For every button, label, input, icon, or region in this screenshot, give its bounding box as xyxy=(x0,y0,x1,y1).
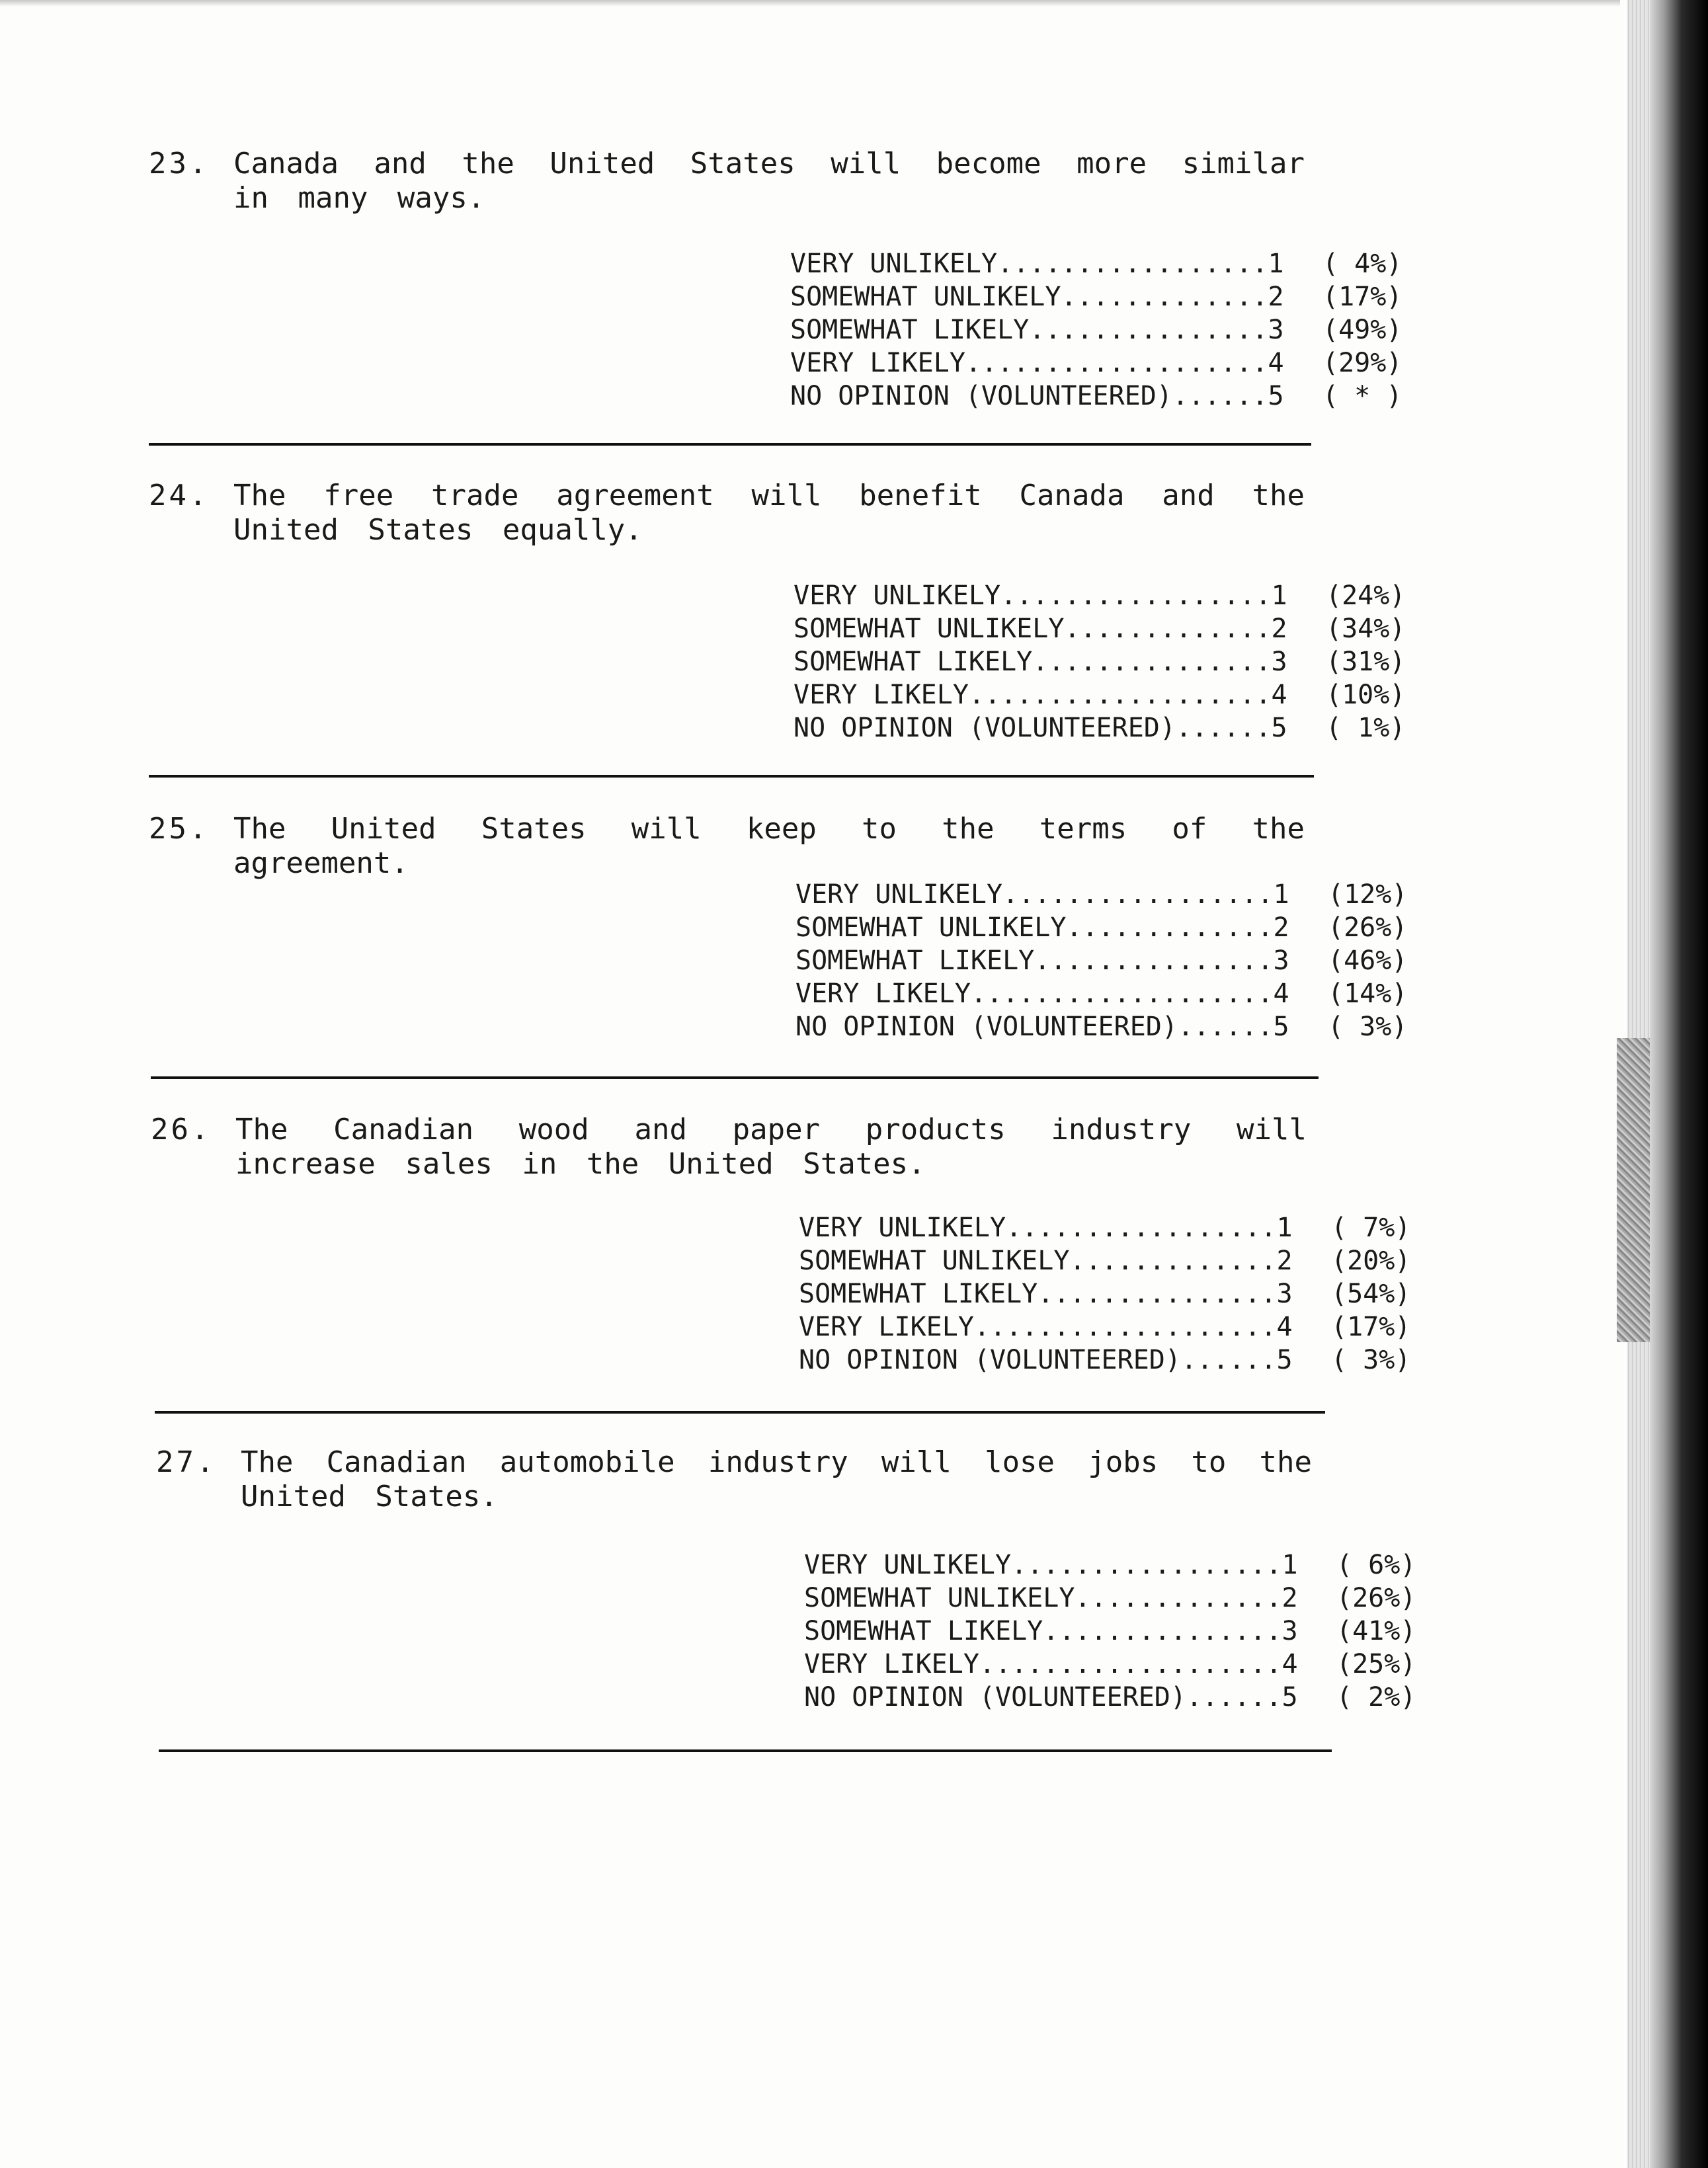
section-divider xyxy=(159,1749,1332,1752)
option-percent: (17%) xyxy=(1322,282,1403,312)
question-number: 25. xyxy=(149,812,210,846)
option-percent: ( 1%) xyxy=(1326,713,1406,743)
option-label: SOMEWHAT LIKELY...............3 xyxy=(799,1279,1293,1309)
option-label: SOMEWHAT UNLIKELY.............2 xyxy=(793,614,1287,644)
option-label: NO OPINION (VOLUNTEERED)......5 xyxy=(790,381,1284,411)
question-text: The free trade agreement will benefit Canada and the United States equally. xyxy=(233,479,1305,547)
option-row xyxy=(793,678,1432,711)
option-percent: (26%) xyxy=(1336,1583,1416,1613)
scan-top-shadow xyxy=(0,0,1620,7)
question-number: 23. xyxy=(149,147,210,181)
question-number: 24. xyxy=(149,479,210,512)
option-label: VERY UNLIKELY.................1 xyxy=(795,879,1289,910)
option-label: SOMEWHAT LIKELY...............3 xyxy=(793,647,1287,677)
response-options-23 xyxy=(790,247,1428,413)
option-row xyxy=(795,878,1434,911)
option-label: NO OPINION (VOLUNTEERED)......5 xyxy=(799,1345,1293,1375)
option-row xyxy=(790,313,1428,346)
option-percent: (34%) xyxy=(1326,614,1406,644)
section-divider xyxy=(155,1411,1325,1414)
response-options-27 xyxy=(804,1548,1442,1714)
option-percent: (10%) xyxy=(1326,680,1406,710)
option-label: SOMEWHAT UNLIKELY.............2 xyxy=(804,1583,1298,1613)
option-label: SOMEWHAT UNLIKELY.............2 xyxy=(790,282,1284,312)
question-number: 27. xyxy=(156,1445,217,1479)
option-row xyxy=(793,612,1432,645)
option-percent: (41%) xyxy=(1336,1616,1416,1646)
option-percent: (12%) xyxy=(1328,879,1408,910)
option-row xyxy=(799,1244,1437,1277)
option-row xyxy=(793,579,1432,612)
option-percent: (26%) xyxy=(1328,912,1408,943)
option-label: VERY UNLIKELY.................1 xyxy=(799,1213,1293,1243)
option-row xyxy=(804,1648,1442,1681)
question-27 xyxy=(156,1445,1333,1514)
question-24 xyxy=(149,479,1326,547)
option-percent: (54%) xyxy=(1331,1279,1411,1309)
option-row xyxy=(799,1277,1437,1310)
option-label: SOMEWHAT UNLIKELY.............2 xyxy=(795,912,1289,943)
question-text: Canada and the United States will become more similar in many ways. xyxy=(233,147,1305,215)
option-row xyxy=(795,911,1434,944)
option-row xyxy=(795,977,1434,1010)
option-row xyxy=(804,1548,1442,1582)
option-percent: (49%) xyxy=(1322,315,1403,345)
option-row xyxy=(790,346,1428,380)
option-label: VERY LIKELY...................4 xyxy=(804,1649,1298,1679)
option-row xyxy=(804,1615,1442,1648)
option-label: SOMEWHAT LIKELY...............3 xyxy=(790,315,1284,345)
option-percent: (25%) xyxy=(1336,1649,1416,1679)
option-percent: (31%) xyxy=(1326,647,1406,677)
option-label: VERY UNLIKELY.................1 xyxy=(793,581,1287,611)
option-percent: (46%) xyxy=(1328,945,1408,976)
option-row xyxy=(790,247,1428,280)
option-row xyxy=(804,1681,1442,1714)
response-options-24 xyxy=(793,579,1432,744)
option-percent: (17%) xyxy=(1331,1312,1411,1342)
option-percent: (29%) xyxy=(1322,348,1403,378)
option-row xyxy=(799,1344,1437,1377)
option-label: VERY UNLIKELY.................1 xyxy=(804,1550,1298,1580)
section-divider xyxy=(149,443,1311,446)
option-row xyxy=(790,280,1428,313)
option-percent: ( * ) xyxy=(1322,381,1403,411)
option-label: VERY LIKELY...................4 xyxy=(795,979,1289,1009)
option-percent: ( 7%) xyxy=(1331,1213,1411,1243)
option-row xyxy=(793,645,1432,678)
option-label: VERY LIKELY...................4 xyxy=(799,1312,1293,1342)
scan-noise-patch xyxy=(1617,1038,1650,1342)
scan-dark-edge xyxy=(1650,0,1708,2168)
question-25 xyxy=(149,812,1326,881)
option-row xyxy=(804,1582,1442,1615)
option-row xyxy=(799,1310,1437,1344)
option-row xyxy=(795,944,1434,977)
option-label: SOMEWHAT LIKELY...............3 xyxy=(795,945,1289,976)
option-label: VERY LIKELY...................4 xyxy=(790,348,1284,378)
option-percent: (20%) xyxy=(1331,1246,1411,1276)
option-row xyxy=(793,711,1432,744)
option-label: SOMEWHAT UNLIKELY.............2 xyxy=(799,1246,1293,1276)
option-percent: (24%) xyxy=(1326,581,1406,611)
option-row xyxy=(799,1211,1437,1244)
option-row xyxy=(795,1010,1434,1043)
question-number: 26. xyxy=(151,1113,212,1146)
option-label: NO OPINION (VOLUNTEERED)......5 xyxy=(795,1012,1289,1042)
option-row xyxy=(790,380,1428,413)
option-percent: ( 3%) xyxy=(1328,1012,1408,1042)
response-options-26 xyxy=(799,1211,1437,1377)
option-percent: ( 6%) xyxy=(1336,1550,1416,1580)
section-divider xyxy=(151,1076,1319,1079)
option-label: NO OPINION (VOLUNTEERED)......5 xyxy=(804,1682,1298,1712)
section-divider xyxy=(149,775,1314,778)
question-text: The United States will keep to the terms of the agreement. xyxy=(233,812,1305,880)
option-label: SOMEWHAT LIKELY...............3 xyxy=(804,1616,1298,1646)
response-options-25 xyxy=(795,878,1434,1043)
option-label: NO OPINION (VOLUNTEERED)......5 xyxy=(793,713,1287,743)
option-percent: ( 2%) xyxy=(1336,1682,1416,1712)
question-26 xyxy=(151,1113,1328,1182)
question-text: The Canadian wood and paper products industry will increase sales in the United States. xyxy=(235,1113,1307,1181)
option-percent: (14%) xyxy=(1328,979,1408,1009)
question-23 xyxy=(149,147,1326,216)
option-percent: ( 4%) xyxy=(1322,249,1403,279)
option-percent: ( 3%) xyxy=(1331,1345,1411,1375)
question-text: The Canadian automobile industry will lose jobs to the United States. xyxy=(241,1445,1312,1513)
option-label: VERY UNLIKELY.................1 xyxy=(790,249,1284,279)
option-label: VERY LIKELY...................4 xyxy=(793,680,1287,710)
